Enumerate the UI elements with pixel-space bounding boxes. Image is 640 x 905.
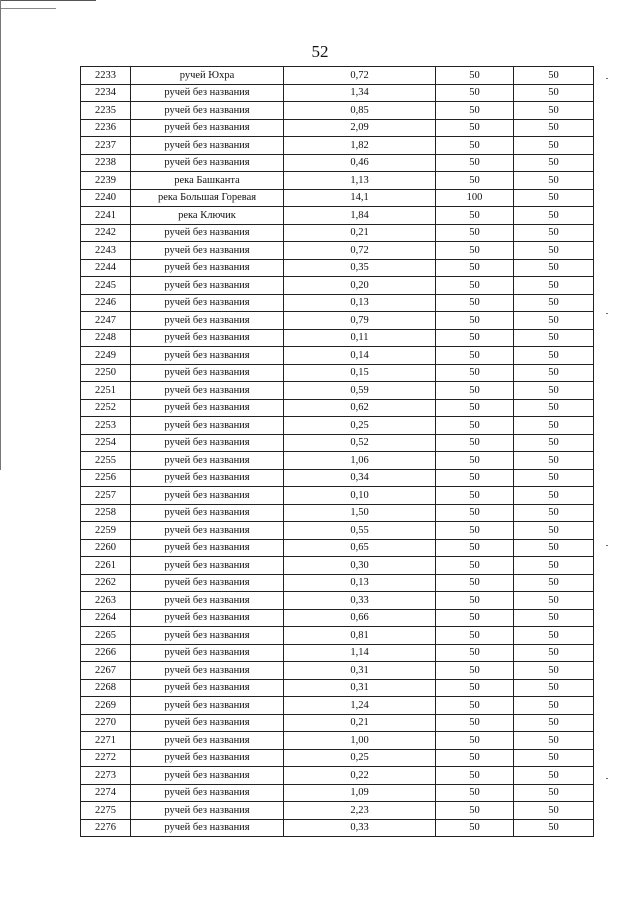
strip-width-cell: 50 <box>514 504 594 522</box>
zone-width-cell: 50 <box>436 819 514 837</box>
row-number-cell: 2235 <box>81 102 131 120</box>
water-body-name-cell: ручей без названия <box>131 697 284 715</box>
row-number-cell: 2237 <box>81 137 131 155</box>
row-number-cell: 2276 <box>81 819 131 837</box>
scan-corner-mark <box>0 0 96 1</box>
zone-width-cell: 50 <box>436 609 514 627</box>
water-body-name-cell: ручей без названия <box>131 662 284 680</box>
strip-width-cell: 50 <box>514 452 594 470</box>
water-body-name-cell: ручей без названия <box>131 732 284 750</box>
length-cell: 1,84 <box>284 207 436 225</box>
table-row <box>81 592 594 610</box>
zone-width-cell: 50 <box>436 417 514 435</box>
table-row <box>81 382 594 400</box>
length-cell: 1,24 <box>284 697 436 715</box>
strip-width-cell: 50 <box>514 469 594 487</box>
zone-width-cell: 50 <box>436 487 514 505</box>
length-cell: 0,22 <box>284 767 436 785</box>
water-body-name-cell: ручей без названия <box>131 714 284 732</box>
strip-width-cell: 50 <box>514 329 594 347</box>
length-cell: 0,25 <box>284 417 436 435</box>
table-row <box>81 802 594 820</box>
row-number-cell: 2234 <box>81 84 131 102</box>
table-row <box>81 767 594 785</box>
row-number-cell: 2269 <box>81 697 131 715</box>
table-row <box>81 697 594 715</box>
water-body-name-cell: ручей Юхра <box>131 67 284 85</box>
length-cell: 0,59 <box>284 382 436 400</box>
strip-width-cell: 50 <box>514 364 594 382</box>
row-number-cell: 2267 <box>81 662 131 680</box>
water-body-name-cell: ручей без названия <box>131 364 284 382</box>
zone-width-cell: 50 <box>436 539 514 557</box>
row-number-cell: 2239 <box>81 172 131 190</box>
table-row <box>81 224 594 242</box>
table-row <box>81 679 594 697</box>
zone-width-cell: 50 <box>436 277 514 295</box>
strip-width-cell: 50 <box>514 434 594 452</box>
water-body-name-cell: ручей без названия <box>131 277 284 295</box>
strip-width-cell: 50 <box>514 784 594 802</box>
strip-width-cell: 50 <box>514 67 594 85</box>
table-row <box>81 434 594 452</box>
strip-width-cell: 50 <box>514 679 594 697</box>
row-number-cell: 2246 <box>81 294 131 312</box>
zone-width-cell: 50 <box>436 697 514 715</box>
table-row <box>81 662 594 680</box>
table-row <box>81 732 594 750</box>
water-body-name-cell: ручей без названия <box>131 679 284 697</box>
strip-width-cell: 50 <box>514 224 594 242</box>
water-body-name-cell: ручей без названия <box>131 819 284 837</box>
length-cell: 0,31 <box>284 662 436 680</box>
length-cell: 1,34 <box>284 84 436 102</box>
strip-width-cell: 50 <box>514 137 594 155</box>
zone-width-cell: 50 <box>436 67 514 85</box>
water-body-name-cell: ручей без названия <box>131 469 284 487</box>
row-number-cell: 2247 <box>81 312 131 330</box>
length-cell: 0,55 <box>284 522 436 540</box>
table-row <box>81 119 594 137</box>
zone-width-cell: 50 <box>436 172 514 190</box>
length-cell: 0,85 <box>284 102 436 120</box>
strip-width-cell: 50 <box>514 399 594 417</box>
strip-width-cell: 50 <box>514 557 594 575</box>
row-number-cell: 2270 <box>81 714 131 732</box>
water-body-name-cell: ручей без названия <box>131 522 284 540</box>
zone-width-cell: 100 <box>436 189 514 207</box>
length-cell: 0,21 <box>284 224 436 242</box>
zone-width-cell: 50 <box>436 767 514 785</box>
length-cell: 0,33 <box>284 819 436 837</box>
table-row <box>81 609 594 627</box>
zone-width-cell: 50 <box>436 207 514 225</box>
water-body-name-cell: ручей без названия <box>131 592 284 610</box>
scan-left-edge <box>0 0 1 470</box>
zone-width-cell: 50 <box>436 557 514 575</box>
length-cell: 1,09 <box>284 784 436 802</box>
scan-speck <box>606 313 608 314</box>
row-number-cell: 2256 <box>81 469 131 487</box>
water-bodies-table <box>80 66 594 837</box>
length-cell: 0,15 <box>284 364 436 382</box>
water-body-name-cell: ручей без названия <box>131 452 284 470</box>
row-number-cell: 2268 <box>81 679 131 697</box>
row-number-cell: 2238 <box>81 154 131 172</box>
scan-speck <box>606 78 608 79</box>
table-row <box>81 749 594 767</box>
table-row <box>81 644 594 662</box>
zone-width-cell: 50 <box>436 522 514 540</box>
table-row <box>81 574 594 592</box>
water-body-name-cell: ручей без названия <box>131 399 284 417</box>
table-row <box>81 102 594 120</box>
length-cell: 0,25 <box>284 749 436 767</box>
row-number-cell: 2250 <box>81 364 131 382</box>
table-row <box>81 84 594 102</box>
strip-width-cell: 50 <box>514 644 594 662</box>
row-number-cell: 2266 <box>81 644 131 662</box>
length-cell: 0,31 <box>284 679 436 697</box>
zone-width-cell: 50 <box>436 644 514 662</box>
length-cell: 0,20 <box>284 277 436 295</box>
strip-width-cell: 50 <box>514 539 594 557</box>
zone-width-cell: 50 <box>436 242 514 260</box>
strip-width-cell: 50 <box>514 277 594 295</box>
zone-width-cell: 50 <box>436 469 514 487</box>
table-row <box>81 207 594 225</box>
zone-width-cell: 50 <box>436 662 514 680</box>
row-number-cell: 2261 <box>81 557 131 575</box>
strip-width-cell: 50 <box>514 102 594 120</box>
water-body-name-cell: ручей без названия <box>131 609 284 627</box>
length-cell: 2,09 <box>284 119 436 137</box>
row-number-cell: 2263 <box>81 592 131 610</box>
page-number: 52 <box>311 42 329 61</box>
table-row <box>81 154 594 172</box>
water-body-name-cell: ручей без названия <box>131 539 284 557</box>
length-cell: 0,66 <box>284 609 436 627</box>
zone-width-cell: 50 <box>436 294 514 312</box>
row-number-cell: 2249 <box>81 347 131 365</box>
water-body-name-cell: ручей без названия <box>131 749 284 767</box>
zone-width-cell: 50 <box>436 84 514 102</box>
length-cell: 0,30 <box>284 557 436 575</box>
table-row <box>81 539 594 557</box>
row-number-cell: 2236 <box>81 119 131 137</box>
length-cell: 0,46 <box>284 154 436 172</box>
strip-width-cell: 50 <box>514 574 594 592</box>
row-number-cell: 2252 <box>81 399 131 417</box>
zone-width-cell: 50 <box>436 784 514 802</box>
strip-width-cell: 50 <box>514 522 594 540</box>
row-number-cell: 2253 <box>81 417 131 435</box>
table-row <box>81 504 594 522</box>
zone-width-cell: 50 <box>436 749 514 767</box>
strip-width-cell: 50 <box>514 767 594 785</box>
water-body-name-cell: ручей без названия <box>131 119 284 137</box>
strip-width-cell: 50 <box>514 242 594 260</box>
water-body-name-cell: ручей без названия <box>131 417 284 435</box>
water-body-name-cell: река Большая Горевая <box>131 189 284 207</box>
row-number-cell: 2242 <box>81 224 131 242</box>
row-number-cell: 2240 <box>81 189 131 207</box>
water-body-name-cell: ручей без названия <box>131 487 284 505</box>
table-row <box>81 189 594 207</box>
water-body-name-cell: ручей без названия <box>131 504 284 522</box>
zone-width-cell: 50 <box>436 592 514 610</box>
length-cell: 0,62 <box>284 399 436 417</box>
strip-width-cell: 50 <box>514 312 594 330</box>
zone-width-cell: 50 <box>436 802 514 820</box>
water-body-name-cell: ручей без названия <box>131 154 284 172</box>
strip-width-cell: 50 <box>514 207 594 225</box>
row-number-cell: 2271 <box>81 732 131 750</box>
row-number-cell: 2255 <box>81 452 131 470</box>
strip-width-cell: 50 <box>514 732 594 750</box>
row-number-cell: 2262 <box>81 574 131 592</box>
length-cell: 0,72 <box>284 67 436 85</box>
row-number-cell: 2245 <box>81 277 131 295</box>
length-cell: 1,06 <box>284 452 436 470</box>
row-number-cell: 2264 <box>81 609 131 627</box>
length-cell: 0,34 <box>284 469 436 487</box>
length-cell: 0,52 <box>284 434 436 452</box>
table-row <box>81 277 594 295</box>
table-row <box>81 487 594 505</box>
row-number-cell: 2241 <box>81 207 131 225</box>
table-row <box>81 399 594 417</box>
water-body-name-cell: река Ключик <box>131 207 284 225</box>
length-cell: 0,11 <box>284 329 436 347</box>
length-cell: 0,13 <box>284 294 436 312</box>
table-row <box>81 329 594 347</box>
zone-width-cell: 50 <box>436 224 514 242</box>
row-number-cell: 2273 <box>81 767 131 785</box>
strip-width-cell: 50 <box>514 294 594 312</box>
zone-width-cell: 50 <box>436 504 514 522</box>
water-body-name-cell: ручей без названия <box>131 802 284 820</box>
water-body-name-cell: ручей без названия <box>131 259 284 277</box>
water-body-name-cell: ручей без названия <box>131 557 284 575</box>
zone-width-cell: 50 <box>436 574 514 592</box>
strip-width-cell: 50 <box>514 259 594 277</box>
length-cell: 1,00 <box>284 732 436 750</box>
row-number-cell: 2258 <box>81 504 131 522</box>
strip-width-cell: 50 <box>514 627 594 645</box>
zone-width-cell: 50 <box>436 102 514 120</box>
row-number-cell: 2265 <box>81 627 131 645</box>
water-body-name-cell: ручей без названия <box>131 382 284 400</box>
water-body-name-cell: ручей без названия <box>131 329 284 347</box>
scan-corner-mark <box>0 8 56 9</box>
strip-width-cell: 50 <box>514 119 594 137</box>
row-number-cell: 2251 <box>81 382 131 400</box>
length-cell: 1,14 <box>284 644 436 662</box>
table-row <box>81 469 594 487</box>
length-cell: 14,1 <box>284 189 436 207</box>
zone-width-cell: 50 <box>436 154 514 172</box>
strip-width-cell: 50 <box>514 487 594 505</box>
table-row <box>81 259 594 277</box>
length-cell: 1,50 <box>284 504 436 522</box>
length-cell: 0,21 <box>284 714 436 732</box>
strip-width-cell: 50 <box>514 662 594 680</box>
strip-width-cell: 50 <box>514 172 594 190</box>
water-body-name-cell: ручей без названия <box>131 294 284 312</box>
strip-width-cell: 50 <box>514 154 594 172</box>
zone-width-cell: 50 <box>436 434 514 452</box>
water-body-name-cell: ручей без названия <box>131 84 284 102</box>
length-cell: 0,65 <box>284 539 436 557</box>
row-number-cell: 2259 <box>81 522 131 540</box>
length-cell: 0,35 <box>284 259 436 277</box>
strip-width-cell: 50 <box>514 609 594 627</box>
zone-width-cell: 50 <box>436 627 514 645</box>
zone-width-cell: 50 <box>436 714 514 732</box>
row-number-cell: 2272 <box>81 749 131 767</box>
row-number-cell: 2248 <box>81 329 131 347</box>
strip-width-cell: 50 <box>514 592 594 610</box>
table-row <box>81 714 594 732</box>
table-row <box>81 557 594 575</box>
water-body-name-cell: ручей без названия <box>131 347 284 365</box>
row-number-cell: 2274 <box>81 784 131 802</box>
table-row <box>81 347 594 365</box>
zone-width-cell: 50 <box>436 329 514 347</box>
table-row <box>81 294 594 312</box>
strip-width-cell: 50 <box>514 819 594 837</box>
zone-width-cell: 50 <box>436 119 514 137</box>
table-row <box>81 452 594 470</box>
water-body-name-cell: ручей без названия <box>131 574 284 592</box>
table-row <box>81 137 594 155</box>
strip-width-cell: 50 <box>514 802 594 820</box>
length-cell: 0,10 <box>284 487 436 505</box>
strip-width-cell: 50 <box>514 84 594 102</box>
water-body-name-cell: ручей без названия <box>131 644 284 662</box>
length-cell: 0,79 <box>284 312 436 330</box>
length-cell: 2,23 <box>284 802 436 820</box>
row-number-cell: 2244 <box>81 259 131 277</box>
table-row <box>81 67 594 85</box>
table-row <box>81 819 594 837</box>
row-number-cell: 2233 <box>81 67 131 85</box>
water-body-name-cell: река Башканта <box>131 172 284 190</box>
strip-width-cell: 50 <box>514 417 594 435</box>
zone-width-cell: 50 <box>436 259 514 277</box>
water-body-name-cell: ручей без названия <box>131 137 284 155</box>
strip-width-cell: 50 <box>514 714 594 732</box>
table-row <box>81 172 594 190</box>
length-cell: 1,13 <box>284 172 436 190</box>
length-cell: 0,81 <box>284 627 436 645</box>
water-body-name-cell: ручей без названия <box>131 242 284 260</box>
row-number-cell: 2254 <box>81 434 131 452</box>
table-row <box>81 242 594 260</box>
table-row <box>81 522 594 540</box>
row-number-cell: 2275 <box>81 802 131 820</box>
zone-width-cell: 50 <box>436 137 514 155</box>
table-row <box>81 364 594 382</box>
water-body-name-cell: ручей без названия <box>131 627 284 645</box>
zone-width-cell: 50 <box>436 452 514 470</box>
table-body <box>81 67 594 837</box>
strip-width-cell: 50 <box>514 749 594 767</box>
table-row <box>81 627 594 645</box>
table-row <box>81 417 594 435</box>
row-number-cell: 2243 <box>81 242 131 260</box>
water-body-name-cell: ручей без названия <box>131 102 284 120</box>
water-body-name-cell: ручей без названия <box>131 434 284 452</box>
zone-width-cell: 50 <box>436 312 514 330</box>
length-cell: 0,33 <box>284 592 436 610</box>
strip-width-cell: 50 <box>514 189 594 207</box>
scan-speck <box>606 545 608 546</box>
zone-width-cell: 50 <box>436 364 514 382</box>
strip-width-cell: 50 <box>514 697 594 715</box>
zone-width-cell: 50 <box>436 347 514 365</box>
table-row <box>81 784 594 802</box>
table-row <box>81 312 594 330</box>
water-body-name-cell: ручей без названия <box>131 767 284 785</box>
zone-width-cell: 50 <box>436 679 514 697</box>
zone-width-cell: 50 <box>436 399 514 417</box>
length-cell: 0,14 <box>284 347 436 365</box>
length-cell: 0,13 <box>284 574 436 592</box>
row-number-cell: 2257 <box>81 487 131 505</box>
row-number-cell: 2260 <box>81 539 131 557</box>
zone-width-cell: 50 <box>436 382 514 400</box>
scan-speck <box>606 778 608 779</box>
water-body-name-cell: ручей без названия <box>131 784 284 802</box>
strip-width-cell: 50 <box>514 382 594 400</box>
water-body-name-cell: ручей без названия <box>131 312 284 330</box>
water-body-name-cell: ручей без названия <box>131 224 284 242</box>
length-cell: 1,82 <box>284 137 436 155</box>
zone-width-cell: 50 <box>436 732 514 750</box>
length-cell: 0,72 <box>284 242 436 260</box>
strip-width-cell: 50 <box>514 347 594 365</box>
